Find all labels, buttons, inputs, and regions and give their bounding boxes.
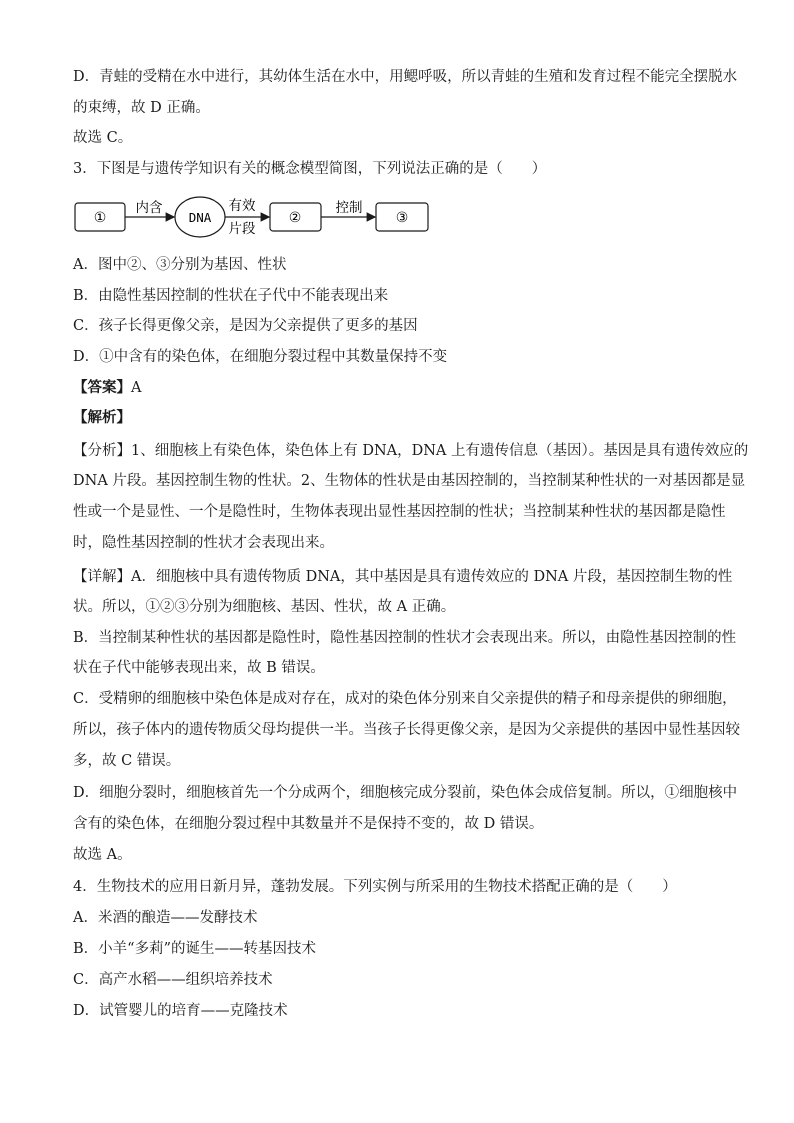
prev-select: 故选 C。 — [73, 130, 133, 146]
q3-option-d: D．①中含有的染色体，在细胞分裂过程中其数量保持不变 — [73, 349, 448, 365]
arrow-2-label-bottom: 片段 — [228, 221, 256, 237]
q3-stem: 3．下图是与遗传学知识有关的概念模型简图，下列说法正确的是（ ） — [73, 161, 547, 177]
fenxi-line-2: DNA 片段。基因控制生物的性状。2、生物体的性状是由基因控制的，当控制某种性状的一对基因都是显 — [73, 473, 746, 489]
xiangjie-line-6: 所以，孩子体内的遗传物质父母均提供一半。当孩子长得更像父亲，是因为父亲提供的基因中显性基因较 — [73, 722, 740, 738]
xiangjie-line-5: C．受精卵的细胞核中染色体是成对存在，成对的染色体分别来自父亲提供的精子和母亲提供的卵细胞， — [73, 691, 737, 707]
arrow-1-label: 内含 — [135, 200, 163, 216]
arrow-2-label-top: 有效 — [228, 198, 256, 214]
concept-diagram — [74, 196, 434, 242]
answer-value: A — [131, 380, 142, 396]
q3-option-c: C．孩子长得更像父亲，是因为父亲提供了更多的基因 — [73, 318, 418, 334]
xiangjie-line-7: 多，故 C 错误。 — [73, 753, 181, 769]
answer-tag: 【答案】 — [73, 379, 131, 396]
prev-d-line-2: 的束缚，故 D 正确。 — [73, 100, 210, 116]
q3-option-a: A．图中②、③分别为基因、性状 — [73, 257, 287, 273]
node-dna-label: DNA — [188, 210, 212, 225]
q4-option-b: B．小羊“多莉”的诞生——转基因技术 — [73, 941, 316, 957]
xiangjie-line-4: 状在子代中能够表现出来，故 B 错误。 — [73, 660, 325, 676]
fenxi-line-3: 性或一个是显性、一个是隐性时，生物体表现出显性基因控制的性状；当控制某种性状的基因都是隐性 — [73, 504, 726, 520]
arrow-3-label: 控制 — [335, 200, 363, 216]
xiangjie-line-2: 状。所以，①②③分别为细胞核、基因、性状，故 A 正确。 — [73, 599, 456, 615]
prev-d-line-1: D．青蛙的受精在水中进行，其幼体生活在水中，用鳃呼吸，所以青蛙的生殖和发育过程不能完全摆脱水 — [73, 69, 738, 85]
q4-option-d: D．试管婴儿的培育——克隆技术 — [73, 1003, 288, 1019]
fenxi-line-1: 【分析】1、细胞核上有染色体，染色体上有 DNA，DNA 上有遗传信息（基因）。基因是具有遗传效应的 — [73, 443, 749, 459]
q4-stem: 4．生物技术的应用日新月异，蓬勃发展。下列实例与所采用的生物技术搭配正确的是（ ） — [73, 879, 677, 895]
q3-answer — [73, 378, 141, 398]
q4-option-c: C．高产水稻——组织培养技术 — [73, 972, 273, 988]
xiangjie-line-8: D．细胞分裂时，细胞核首先一个分成两个，细胞核完成分裂前，染色体会成倍复制。所以，①细胞核中 — [73, 785, 738, 801]
node-2-label: ② — [288, 210, 302, 226]
q3-analysis-tag: 【解析】 — [73, 409, 131, 426]
node-1-label: ① — [93, 210, 107, 226]
xiangjie-line-3: B．当控制某种性状的基因都是隐性时，隐性基因控制的性状才会表现出来。所以，由隐性基因控制的性 — [73, 630, 737, 646]
q3-option-b: B．由隐性基因控制的性状在子代中不能表现出来 — [73, 288, 389, 304]
xiangjie-line-9: 含有的染色体，在细胞分裂过程中其数量并不是保持不变的，故 D 错误。 — [73, 816, 544, 832]
fenxi-line-4: 时，隐性基因控制的性状才会表现出来。 — [73, 535, 334, 551]
q4-option-a: A．米酒的酿造——发酵技术 — [73, 910, 258, 926]
node-3-label: ③ — [395, 210, 409, 226]
q3-select: 故选 A。 — [73, 847, 132, 863]
xiangjie-line-1: 【详解】A．细胞核中具有遗传物质 DNA，其中基因是具有遗传效应的 DNA 片段，基因控制生物的性 — [73, 569, 733, 585]
